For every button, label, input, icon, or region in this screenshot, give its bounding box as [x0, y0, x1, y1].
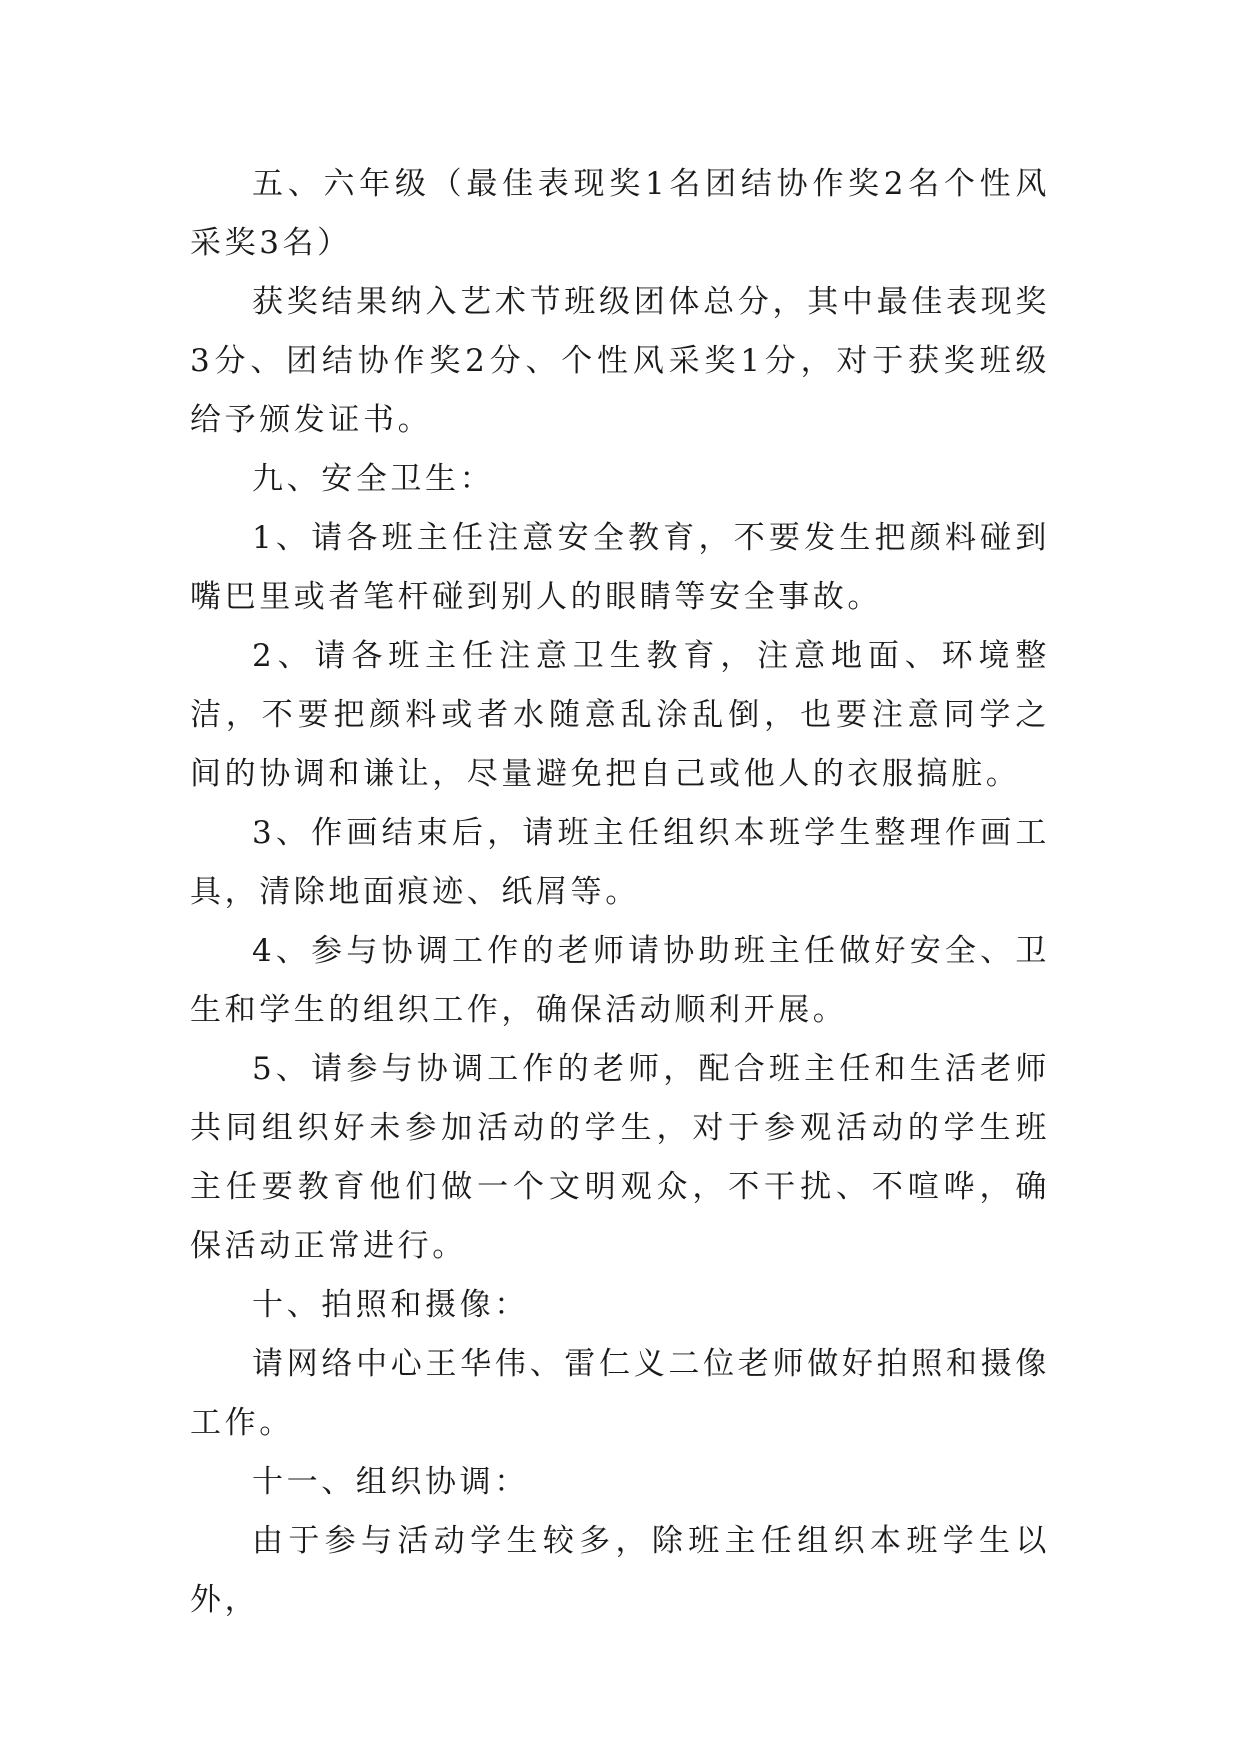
paragraph-organization: 由于参与活动学生较多，除班主任组织本班学生以外，: [190, 1523, 1050, 1618]
paragraph-safety-item-4: 4、参与协调工作的老师请协助班主任做好安全、卫生和学生的组织工作，确保活动顺利开展。: [190, 933, 1050, 1028]
paragraph-photo-video: 请网络中心王华伟、雷仁义二位老师做好拍照和摄像工作。: [190, 1346, 1050, 1441]
heading-safety-hygiene: 九、安全卫生：: [252, 461, 495, 497]
heading-photo-video: 十、拍照和摄像：: [252, 1287, 529, 1323]
paragraph-grade-5-6-awards: 五、六年级（最佳表现奖1名团结协作奖2名个性风采奖3名）: [190, 166, 1050, 261]
paragraph-award-scoring: 获奖结果纳入艺术节班级团体总分，其中最佳表现奖3分、团结协作奖2分、个性风采奖1分，对于获奖班级给予颁发证书。: [190, 284, 1050, 438]
paragraph-safety-item-3: 3、作画结束后，请班主任组织本班学生整理作画工具，清除地面痕迹、纸屑等。: [190, 815, 1050, 910]
paragraph-safety-item-2: 2、请各班主任注意卫生教育，注意地面、环境整洁，不要把颜料或者水随意乱涂乱倒，也要注意同学之间的协调和谦让，尽量避免把自己或他人的衣服搞脏。: [190, 638, 1050, 792]
document-body: [190, 155, 1050, 1630]
heading-organization: 十一、组织协调：: [252, 1464, 529, 1500]
paragraph-safety-item-5: 5、请参与协调工作的老师，配合班主任和生活老师共同组织好未参加活动的学生，对于参观活动的学生班主任要教育他们做一个文明观众，不干扰、不喧哗，确保活动正常进行。: [190, 1051, 1050, 1264]
paragraph-safety-item-1: 1、请各班主任注意安全教育，不要发生把颜料碰到嘴巴里或者笔杆碰到别人的眼睛等安全事故。: [190, 520, 1050, 615]
